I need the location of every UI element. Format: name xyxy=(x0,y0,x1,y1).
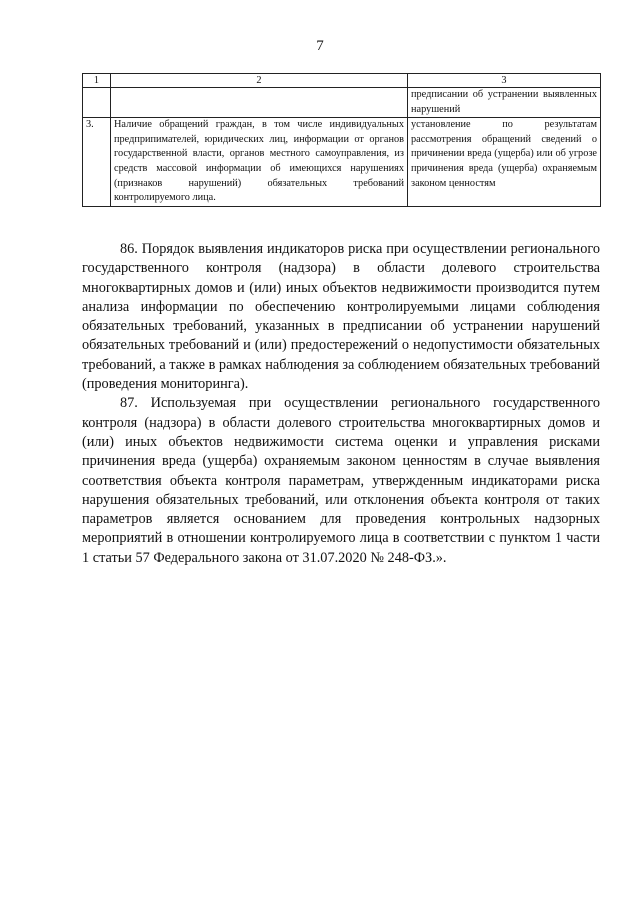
table-cell xyxy=(111,88,408,118)
criterion-cell: установление по результатам рассмотрения обращений сведений о причинении вреда (ущерба) или об угрозе причинения вреда (ущерба) охраняемым законом ценностям xyxy=(408,118,601,207)
table-cell xyxy=(83,88,111,118)
table-header-row xyxy=(83,74,601,88)
table-row xyxy=(83,118,601,207)
table-cell: предписании об устранении выявленных нарушений xyxy=(408,88,601,118)
paragraph-86: 86. Порядок выявления индикаторов риска при осуществлении регионального государственного контроля (надзора) в области долевого строительства многоквартирных домов и (или) иных объектов недвижимости производится путем анализа информации по обеспечению контролируемыми лицами соблюдения обязательных требований, указанных в предписании об устранении нарушений обязательных требований и (или) предостережений о недопустимости обязательных требований, а также в рамках наблюдения за соблюдением обязательных требований (проведения мониторинга). xyxy=(82,241,600,393)
column-header-1: 1 xyxy=(83,74,111,88)
table-row-continuation xyxy=(83,88,601,118)
paragraph-87: 87. Используемая при осуществлении регионального государственного контроля (надзора) в области долевого строительства многоквартирных домов и (или) иных объектов недвижимости система оценки и управления рисками причинения вреда (ущерба) охраняемым законом ценностям в случае выявления соответствия объекта контроля параметрам, утвержденным индикаторами риска нарушения обязательных требований, или отклонения объекта контроля от таких параметров является основанием для проведения контрольных надзорных мероприятий в отношении контролируемого лица в соответствии с пунктом 1 части 1 статьи 57 Федерального закона от 31.07.2020 № 248-ФЗ.». xyxy=(82,395,600,566)
page-number: 7 xyxy=(316,38,324,54)
body-text xyxy=(82,240,600,568)
indicator-cell: Наличие обращений граждан, в том числе индивидуальных предприпимателей, юридических лиц, информации от органов государственной власти, органов местного самоуправления, из средств массовой информации об имеющихся нарушениях (признаков нарушений) обязательных требований контролируемого лица. xyxy=(111,118,408,207)
column-header-2: 2 xyxy=(111,74,408,88)
risk-indicators-table xyxy=(82,73,601,207)
row-number: 3. xyxy=(83,118,111,207)
column-header-3: 3 xyxy=(408,74,601,88)
